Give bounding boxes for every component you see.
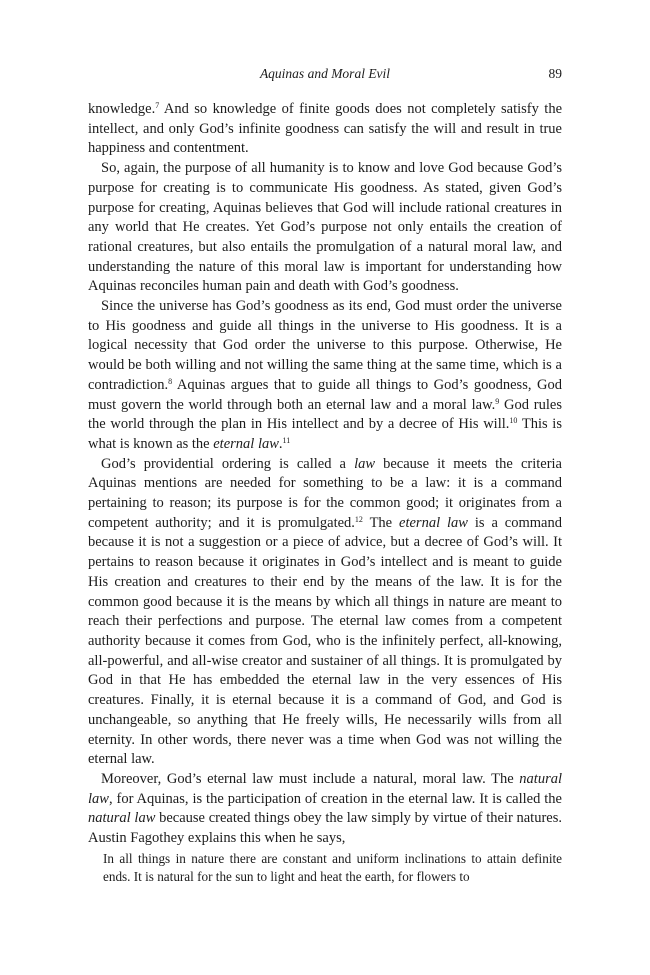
footnote-ref: 10 bbox=[509, 416, 518, 426]
text-run: And so knowledge of finite goods does not completely satisfy the intellect, and only God’s infinite goodness can satisfy the will and result in true happiness and contentment. bbox=[88, 101, 562, 157]
text-run: This is what is known as the bbox=[88, 416, 562, 452]
text-run: knowledge. bbox=[88, 101, 156, 117]
text-run: , for Aquinas, is the participation of creation in the eternal law. It is called the bbox=[108, 790, 562, 807]
emphasis: natural law bbox=[88, 770, 562, 807]
emphasis: law bbox=[354, 455, 376, 472]
emphasis: eternal law bbox=[213, 435, 279, 452]
emphasis: eternal law bbox=[399, 514, 468, 531]
running-head: Aquinas and Moral Evil bbox=[259, 66, 391, 81]
footnote-ref: 12 bbox=[354, 514, 363, 524]
text-run: is a command because it is not a suggestion or a piece of advice, but a decree of God’s will. It pertains to reason because it originates in God’s intellect and is meant to guide His creation and creatures to their end by the means of the law. It is for the common good because it is the means by which all things in nature are meant to reach their perfections and purpose. The eternal law comes from a competent authority because it comes from God, who is the infinitely perfect, all-knowing, all-powerful, and all-wise creator and sustainer of all things. It is promulgated by God in that He has embedded the eternal law in the very essences of His creatures. Finally, it is eternal because it is a command of God, and God is unchangeable, so anything that He freely wills, He necessarily wills from all eternity. In other words, there never was a time when God was not willing the eternal law. bbox=[88, 514, 562, 768]
text-run: God rules the world through the plan in His intellect and by a decree of His will. bbox=[88, 396, 562, 433]
text-run: Since the universe has God’s goodness as its end, God must order the universe to His goodness and guide all things in the universe to His goodness. It is a logical necessity that God order the universe to this purpose. Otherwise, He would be both willing and not willing the same thing at the same time, which is a contradiction. bbox=[88, 298, 562, 393]
paragraph-4 bbox=[88, 455, 562, 770]
paragraph-1 bbox=[88, 100, 562, 159]
paragraph-3 bbox=[88, 297, 562, 455]
text-run: Moreover, God’s eternal law must include a natural, moral law. The bbox=[101, 770, 520, 787]
text-run: . bbox=[278, 435, 283, 452]
text-run: The bbox=[362, 514, 400, 531]
paragraph-5 bbox=[88, 770, 562, 849]
paragraph-2: So, again, the purpose of all humanity is to know and love God because God’s purpose for creating is to communicate His goodness. As stated, given God’s purpose for creating, Aquinas believes that God will include rational creatures in any world that He creates. Yet God’s purpose not only entails the creation of rational creatures, but also entails the promulgation of a natural moral law, and understanding the nature of this moral law is important for understanding how Aquinas reconciles human pain and death with God’s goodness. bbox=[88, 160, 562, 295]
body-text bbox=[88, 100, 562, 849]
footnote-ref: 7 bbox=[155, 101, 160, 110]
emphasis: natural law bbox=[88, 810, 156, 827]
page-number: 89 bbox=[548, 66, 562, 81]
text-run: because created things obey the law simply by virtue of their natures. Austin Fagothey explains this when he says, bbox=[88, 810, 562, 847]
block-quote: In all things in nature there are constant and uniform inclinations to attain definite ends. It is natural for the sun to light and heat the earth, for flowers to bbox=[103, 851, 562, 884]
text-run: because it meets the criteria Aquinas mentions are needed for something to be a law: it is a command pertaining to reason; its purpose is for the common good; it originates from a competent authority; and it is promulgated. bbox=[88, 455, 562, 531]
footnote-ref: 9 bbox=[495, 396, 500, 406]
footnote-ref: 11 bbox=[282, 435, 291, 445]
page-header bbox=[88, 66, 562, 86]
text-run: God’s providential ordering is called a bbox=[101, 455, 355, 472]
footnote-ref: 8 bbox=[168, 376, 173, 386]
text-run: Aquinas argues that to guide all things to God’s goodness, God must govern the world through both an eternal law and a moral law. bbox=[88, 376, 562, 413]
